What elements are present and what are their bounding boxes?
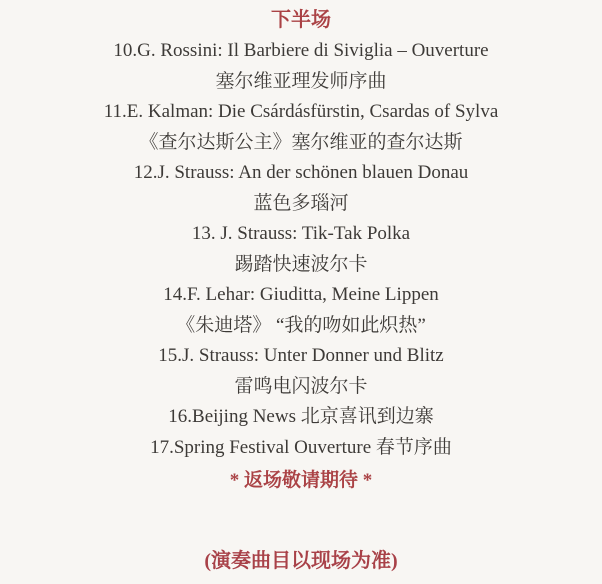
- program-item-title: 10.G. Rossini: Il Barbiere di Siviglia – Ouverture: [113, 40, 489, 61]
- program-item-subtitle: 蓝色多瑙河: [253, 192, 349, 214]
- program-disclaimer: (演奏曲目以现场为准): [204, 550, 398, 572]
- program-item-subtitle: 塞尔维亚理发师序曲: [215, 70, 387, 92]
- program-item-title: 15.J. Strauss: Unter Donner und Blitz: [158, 345, 444, 366]
- section-title: 下半场: [271, 9, 331, 31]
- program-item-subtitle: 踢踏快速波尔卡: [234, 253, 368, 275]
- program-item-title: 13. J. Strauss: Tik-Tak Polka: [191, 223, 411, 244]
- program-item-title: 11.E. Kalman: Die Csárdásfürstin, Csardas of Sylva: [103, 101, 499, 122]
- program-item-subtitle: 雷鸣电闪波尔卡: [234, 375, 368, 397]
- encore-note: * 返场敬请期待 *: [229, 470, 373, 491]
- program-item-title: 16.Beijing News 北京喜讯到边寨: [168, 406, 434, 427]
- program-item-subtitle: 《朱迪塔》 “我的吻如此炽热”: [176, 314, 426, 336]
- program-item-subtitle: 《查尔达斯公主》塞尔维亚的查尔达斯: [139, 131, 463, 153]
- program-item-title: 12.J. Strauss: An der schönen blauen Donau: [133, 162, 469, 183]
- program-item-title: 17.Spring Festival Ouverture 春节序曲: [150, 436, 452, 458]
- program-item-title: 14.F. Lehar: Giuditta, Meine Lippen: [163, 284, 439, 305]
- program-items: [0, 36, 602, 463]
